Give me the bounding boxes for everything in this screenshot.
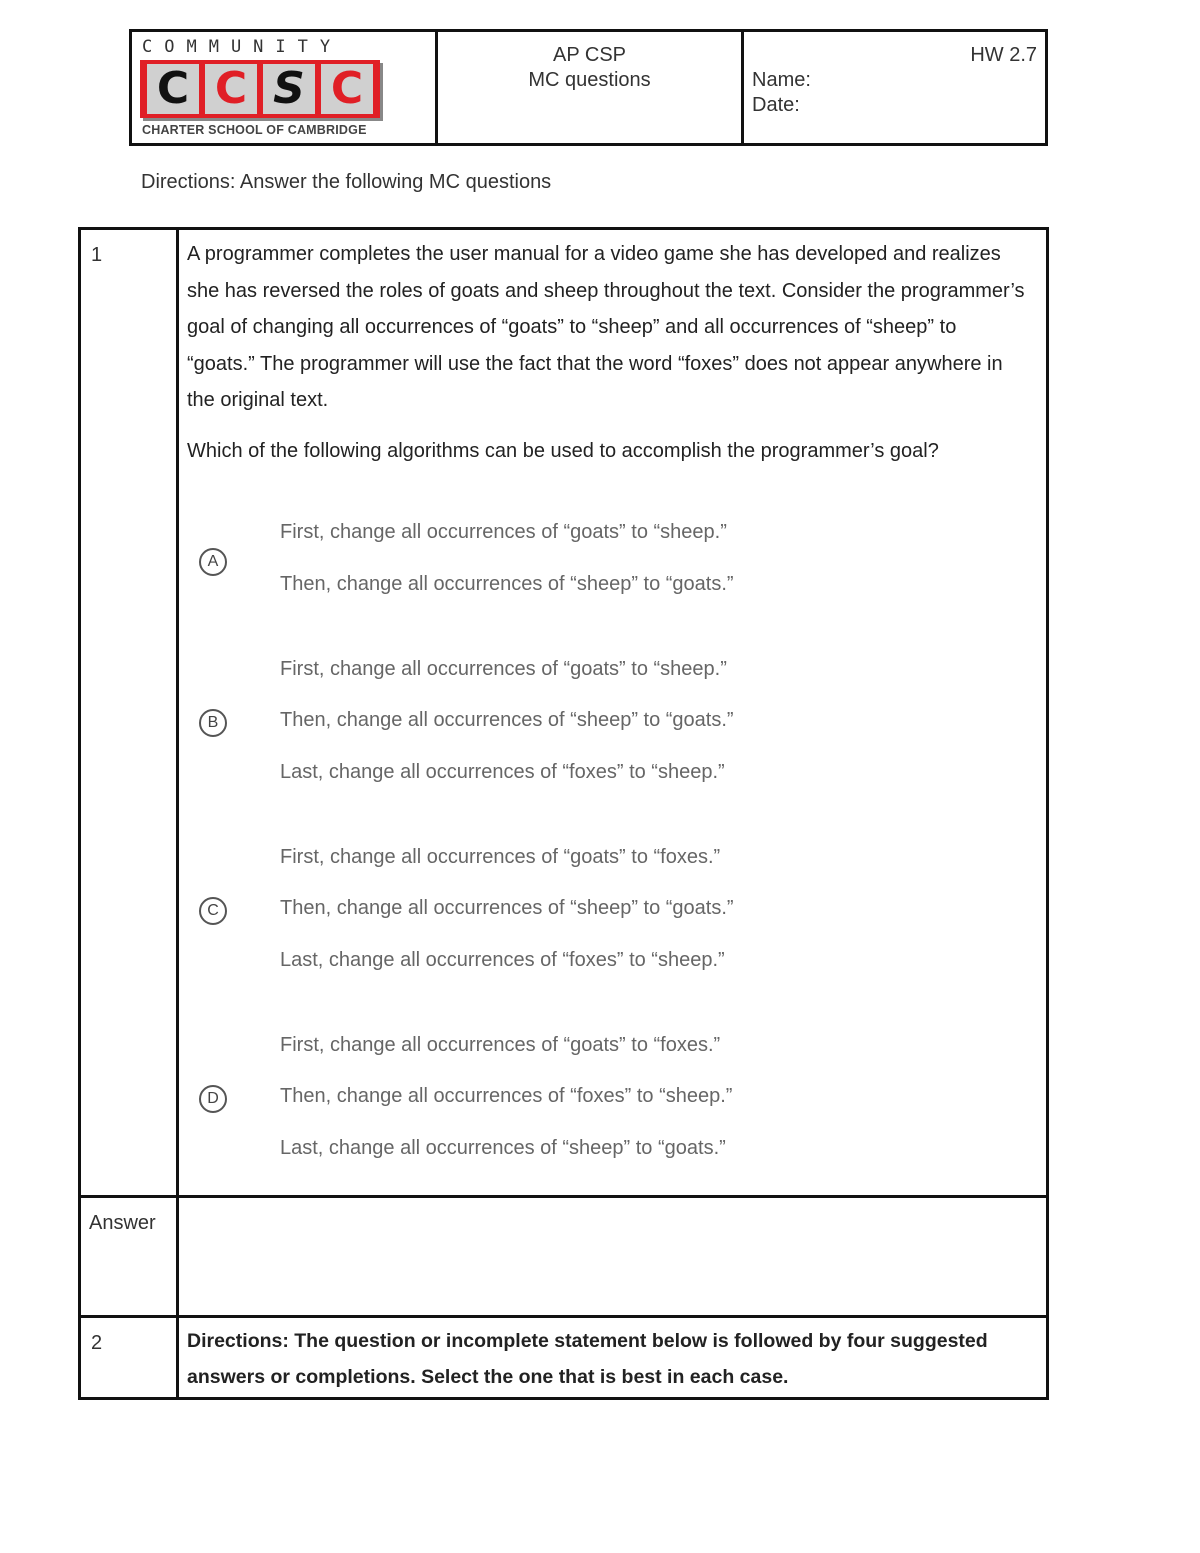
name-field-label: Name: [752,69,811,91]
choice-line: First, change all occurrences of “goats” to “sheep.” [280,657,727,680]
choice-line: Last, change all occurrences of “foxes” to “sheep.” [280,948,725,971]
student-info-cell [744,32,1045,143]
choice-line: Then, change all occurrences of “foxes” to “sheep.” [280,1084,733,1107]
logo-word: COMMUNITY [142,37,343,57]
question-row [80,1316,1048,1398]
date-field-label: Date: [752,94,800,116]
choice-line: First, change all occurrences of “goats” to “foxes.” [280,1033,721,1056]
answer-field[interactable] [178,1196,1048,1316]
answer-label: Answer [80,1196,178,1316]
logo-tile: C [147,64,199,114]
answer-row [80,1196,1048,1316]
course-title: AP CSP [553,44,626,66]
question-row [80,229,1048,1197]
homework-number: HW 2.7 [970,44,1037,66]
question-body [178,229,1048,1197]
questions-table [78,227,1049,1400]
logo-tile: C [321,64,373,114]
choice-line: First, change all occurrences of “goats” to “foxes.” [280,845,721,868]
choice-b-marker[interactable]: B [199,709,227,737]
course-subtitle: MC questions [528,69,651,91]
logo-tile: S [263,64,315,114]
header-table [129,29,1048,146]
choice-line: First, change all occurrences of “goats” to “sheep.” [280,520,727,543]
choice-line: Then, change all occurrences of “sheep” to “goats.” [280,708,734,731]
page-directions: Directions: Answer the following MC questions [141,171,552,193]
choice-b[interactable] [187,639,1046,827]
choice-d-marker[interactable]: D [199,1085,227,1113]
school-logo-cell [132,32,438,143]
school-logo [140,60,380,118]
choice-c[interactable] [187,827,1046,1015]
choice-line: Last, change all occurrences of “foxes” to “sheep.” [280,760,725,783]
question-number: 1 [80,229,178,1197]
question-text: A programmer completes the user manual for a video game she has developed and realizes she has reversed the roles of goats and sheep throughout the text. Consider the programmer’s goal of changing all occurrences of “goats” to “sheep” and all occurrences of “sheep” to “goats.” The programmer will use the fact that the word “foxes” does not appear anywhere in the original text. [187,243,1025,411]
choice-a[interactable] [187,503,1046,639]
question-body [178,1316,1048,1398]
choice-c-marker[interactable]: C [199,897,227,925]
question-number: 2 [80,1316,178,1398]
choice-d[interactable] [187,1015,1046,1195]
choice-a-marker[interactable]: A [199,548,227,576]
logo-tile: C [205,64,257,114]
course-title-cell [438,32,744,143]
choice-line: Then, change all occurrences of “sheep” to “goats.” [280,572,734,595]
logo-subtitle: CHARTER SCHOOL OF CAMBRIDGE [142,123,367,137]
choice-line: Then, change all occurrences of “sheep” to “goats.” [280,896,734,919]
choice-line: Last, change all occurrences of “sheep” to “goats.” [280,1136,726,1159]
question-directions: Directions: The question or incomplete statement below is followed by four suggested answers or completions. Select the one that is best in each case. [187,1329,988,1388]
question-prompt: Which of the following algorithms can be used to accomplish the programmer’s goal? [187,439,939,462]
